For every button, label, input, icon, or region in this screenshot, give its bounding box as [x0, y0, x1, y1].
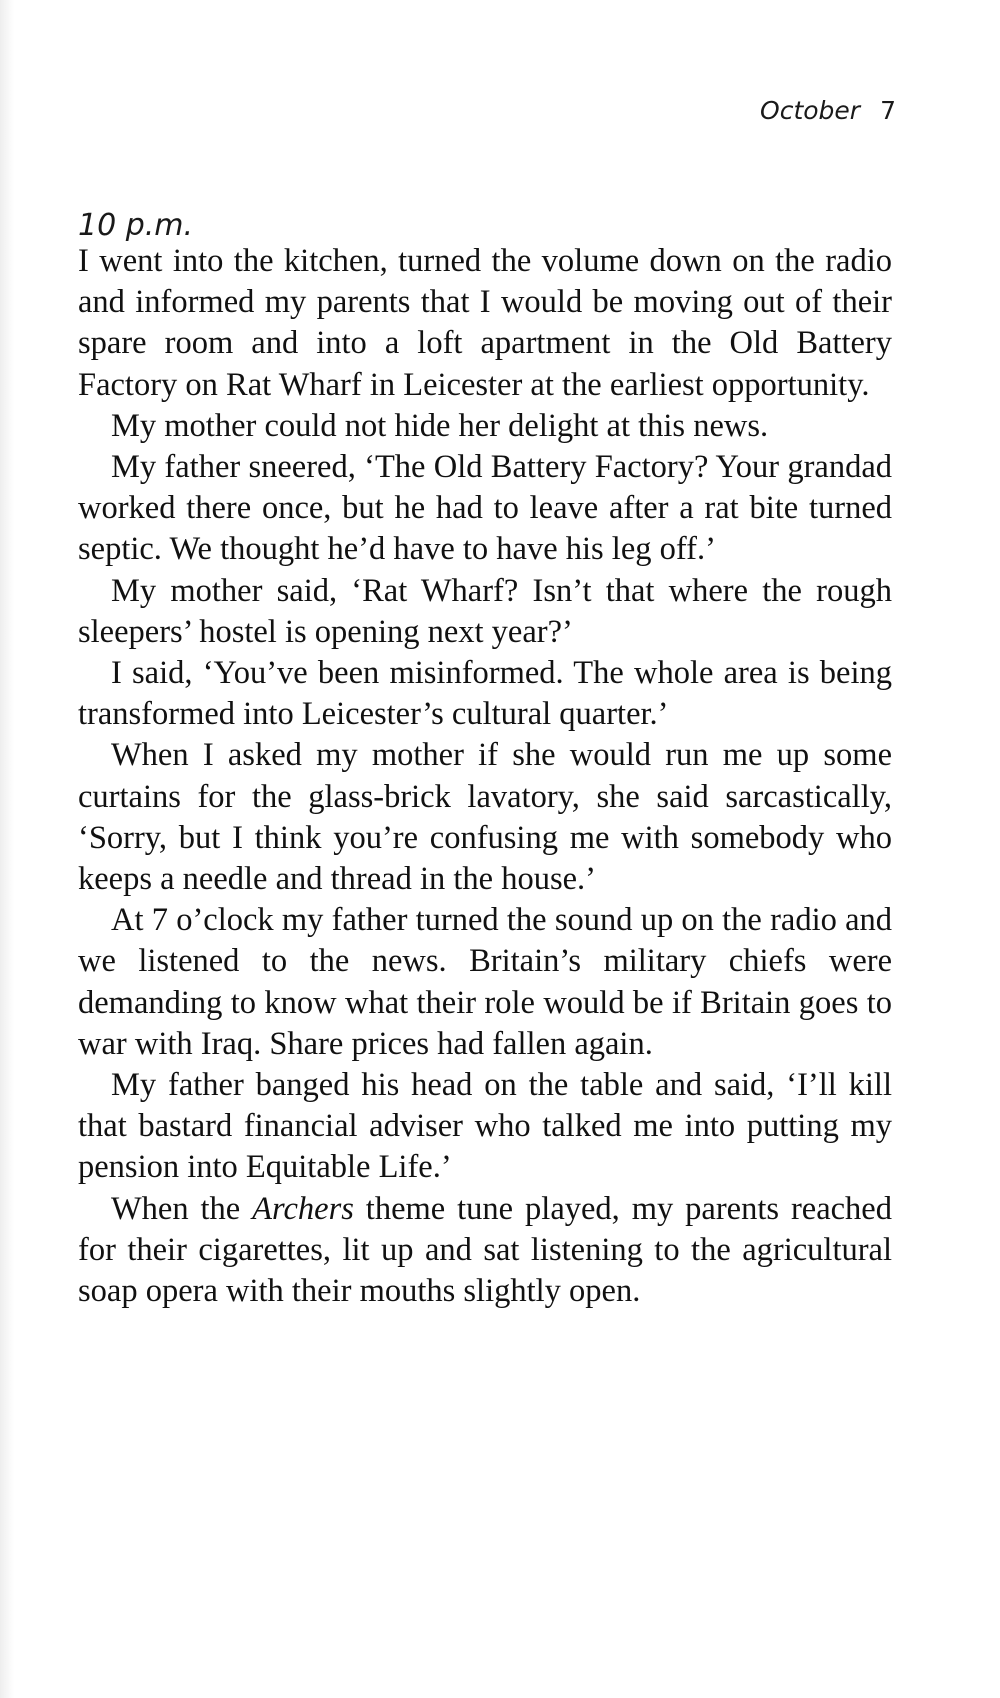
diary-entry-body: [78, 241, 892, 1312]
paragraph-text: When the: [111, 1190, 253, 1227]
paragraph: When I asked my mother if she would run me up some curtains for the glass-brick lavatory, she said sarcastically, ‘Sorry, but I think you’re confusing me with somebody who keeps a needle and thread in the house.’: [78, 737, 892, 898]
paragraph-text: theme tune played, my parents reached for their cigarettes, lit up and sat listening to the agricultural soap opera with their mouths slightly open.: [78, 1190, 892, 1310]
paragraph: My father banged his head on the table and said, ‘I’ll kill that bastard financial adviser who talked me into putting my pension into Equitable Life.’: [78, 1067, 892, 1186]
paragraph: My father sneered, ‘The Old Battery Factory? Your grandad worked there once, but he had to leave after a rat bite turned septic. We thought he’d have to have his leg off.’: [78, 449, 892, 568]
diary-entry-time: 10 p.m.: [78, 208, 194, 243]
paragraph: I said, ‘You’ve been misinformed. The whole area is being transformed into Leicester’s cultural quarter.’: [78, 655, 892, 733]
paragraph-last: [78, 1189, 892, 1313]
page-gutter-shadow: [0, 0, 14, 1698]
radio-show-title: Archers: [252, 1190, 354, 1227]
paragraph: I went into the kitchen, turned the volume down on the radio and informed my parents that I would be moving out of their spare room and into a loft apartment in the Old Battery Factory on Rat Wharf in Leicester at the earliest opportunity.: [78, 243, 892, 403]
paragraph: My mother said, ‘Rat Wharf? Isn’t that where the rough sleepers’ hostel is opening next year?’: [78, 572, 892, 650]
paragraph: At 7 o’clock my father turned the sound up on the radio and we listened to the news. Britain’s military chiefs were demanding to know what their role would be if Britain goes to war with Iraq. Share prices had fallen again.: [78, 902, 892, 1062]
paragraph: My mother could not hide her delight at this news.: [111, 407, 769, 444]
page-number: 7: [880, 96, 896, 125]
running-head-title: October: [760, 96, 861, 125]
running-head: [760, 96, 896, 125]
